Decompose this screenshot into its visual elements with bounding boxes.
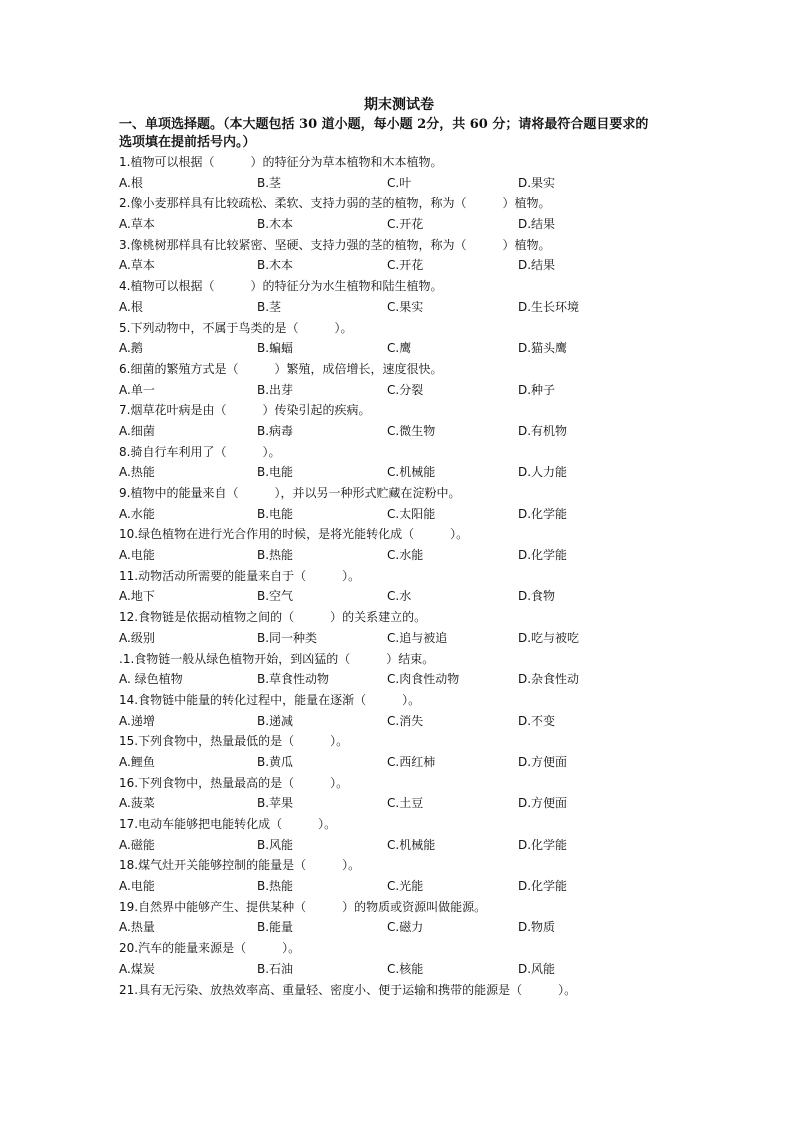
option-d: D.杂食性动 [518,672,580,687]
option-b: B.病毒 [257,423,294,438]
question-text: 14.食物链中能量的转化过程中，能量在逐渐（ ）。 [119,692,421,707]
option-b: B.黄瓜 [257,754,294,769]
option-c: C.光能 [387,879,424,894]
option-c: C.太阳能 [387,506,436,521]
option-c: C.果实 [387,299,424,314]
question-text: 12.食物链是依据动植物之间的（ ）的关系建立的。 [119,610,427,625]
option-row [119,380,679,401]
option-d: D.方便面 [518,796,568,811]
option-a: A.递增 [119,713,155,728]
question-text: 10.绿色植物在进行光合作用的时候，是将光能转化成（ ）。 [119,527,469,542]
option-d: D.化学能 [518,506,568,521]
option-c: C.肉食性动物 [387,672,460,687]
option-b: B.热能 [257,548,294,563]
option-row [119,628,679,649]
option-b: B.出芽 [257,382,294,397]
option-c: C.开花 [387,217,424,232]
option-b: B.电能 [257,506,294,521]
question-list [119,152,679,1000]
question-text: 8.骑自行车利用了（ ）。 [119,444,281,459]
option-a: A.鲤鱼 [119,754,155,769]
option-b: B.木本 [257,217,294,232]
option-row [119,711,679,732]
option-d: D.食物 [518,589,556,604]
option-c: C.开花 [387,258,424,273]
question-text: 16.下列食物中，热量最高的是（ ）。 [119,775,349,790]
option-d: D.结果 [518,258,556,273]
option-b: B.草食性动物 [257,672,330,687]
option-row [119,835,679,856]
option-a: A.热能 [119,465,155,480]
option-d: D.化学能 [518,548,568,563]
option-b: B.递减 [257,713,294,728]
question-text: 9.植物中的能量来自（ ），并以另一种形式贮藏在淀粉中。 [119,486,461,500]
option-row [119,959,679,980]
option-row [119,338,679,359]
question-text: 7.烟草花叶病是由（ ）传染引起的疾病。 [119,403,371,418]
option-b: B.茎 [257,175,282,190]
option-a: A.单一 [119,382,155,397]
option-row [119,586,679,607]
option-row [119,504,679,525]
option-row [119,297,679,318]
option-a: A.细菌 [119,423,155,438]
option-d: D.生长环境 [518,299,580,314]
question-text: 20.汽车的能量来源是（ ）。 [119,941,301,956]
option-row [119,214,679,235]
option-c: C.鹰 [387,341,412,356]
option-a: A.级别 [119,630,155,645]
option-row [119,752,679,773]
option-row [119,876,679,897]
option-d: D.吃与被吃 [518,630,580,645]
option-a: A.煤炭 [119,961,155,976]
question-text: 21.具有无污染、放热效率高、重量轻、密度小、便于运输和携带的能源是（ ）。 [119,982,577,997]
option-a: A.电能 [119,548,155,563]
option-a: A.地下 [119,589,155,604]
option-c: C.西红柿 [387,754,436,769]
question-text: .1.食物链一般从绿色植物开始，到凶猛的（ ）结束。 [119,651,435,666]
option-row [119,917,679,938]
option-c: C.分裂 [387,382,424,397]
question-text: 1.植物可以根据（ ）的特征分为草本植物和木本植物。 [119,155,443,169]
option-d: D.果实 [518,175,556,190]
option-d: D.风能 [518,961,556,976]
option-c: C.机械能 [387,465,436,480]
option-b: B.茎 [257,299,282,314]
option-row [119,173,679,194]
question-text: 4.植物可以根据（ ）的特征分为水生植物和陆生植物。 [119,279,443,294]
question-text: 17.电动车能够把电能转化成（ ）。 [119,817,337,831]
option-c: C.叶 [387,175,412,190]
option-c: C.水能 [387,548,424,563]
page-title: 期末测试卷 [364,97,434,113]
option-row [119,669,679,690]
section-heading [119,116,679,152]
option-a: A. 绿色植物 [119,672,183,687]
option-d: D.人力能 [518,465,568,480]
option-d: D.化学能 [518,879,568,894]
option-b: B.石油 [257,961,294,976]
option-row [119,421,679,442]
option-c: C.微生物 [387,423,436,438]
question-text: 6.细菌的繁殖方式是（ ）繁殖，成倍增长，速度很快。 [119,361,443,376]
option-a: A.电能 [119,879,155,894]
option-a: A.草本 [119,217,155,232]
question-text: 5.下列动物中，不属于鸟类的是（ ）。 [119,320,353,335]
option-a: A.热量 [119,920,155,935]
option-row [119,793,679,814]
option-row [119,462,679,483]
option-a: A.鹅 [119,341,143,356]
question-text: 19.自然界中能够产生、提供某种（ ）的物质或资源叫做能源。 [119,899,487,914]
option-a: A.根 [119,175,143,190]
question-text: 11.动物活动所需要的能量来自于（ ）。 [119,568,361,583]
section-heading-line-1: 一、单项选择题。（本大题包括 30 道小题，每小题 2分，共 60 分；请将最符合题目要求的 [119,117,649,132]
option-c: C.追与被追 [387,630,448,645]
option-b: B.电能 [257,465,294,480]
option-d: D.化学能 [518,837,568,852]
option-a: A.草本 [119,258,155,273]
option-row [119,255,679,276]
option-c: C.机械能 [387,837,436,852]
option-d: D.有机物 [518,423,568,438]
option-b: B.木本 [257,258,294,273]
option-b: B.热能 [257,879,294,894]
option-d: D.结果 [518,217,556,232]
option-d: D.不变 [518,713,556,728]
option-row [119,545,679,566]
option-c: C.消失 [387,713,424,728]
option-b: B.空气 [257,589,294,604]
question-text: 18.煤气灶开关能够控制的能量是（ ）。 [119,858,361,873]
question-text: 2.像小麦那样具有比较疏松、柔软、支持力弱的茎的植物，称为（ ）植物。 [119,196,551,211]
option-c: C.土豆 [387,796,424,811]
option-b: B.蝙蝠 [257,341,294,356]
exam-page [119,96,679,1000]
option-c: C.磁力 [387,920,424,935]
option-a: A.水能 [119,506,155,521]
option-b: B.同一种类 [257,630,318,645]
section-heading-line-2: 选项填在提前括号内。） [119,135,256,150]
option-b: B.苹果 [257,796,294,811]
option-d: D.种子 [518,382,556,397]
question-text: 15.下列食物中，热量最低的是（ ）。 [119,734,349,749]
option-d: D.猫头鹰 [518,341,568,356]
question-text: 3.像桃树那样具有比较紧密、坚硬、支持力强的茎的植物，称为（ ）植物。 [119,237,551,252]
option-b: B.风能 [257,837,294,852]
option-d: D.方便面 [518,754,568,769]
option-c: C.水 [387,589,412,604]
option-c: C.核能 [387,961,424,976]
option-d: D.物质 [518,920,556,935]
option-a: A.磁能 [119,837,155,852]
option-a: A.菠菜 [119,796,155,811]
option-a: A.根 [119,299,143,314]
option-b: B.能量 [257,920,294,935]
